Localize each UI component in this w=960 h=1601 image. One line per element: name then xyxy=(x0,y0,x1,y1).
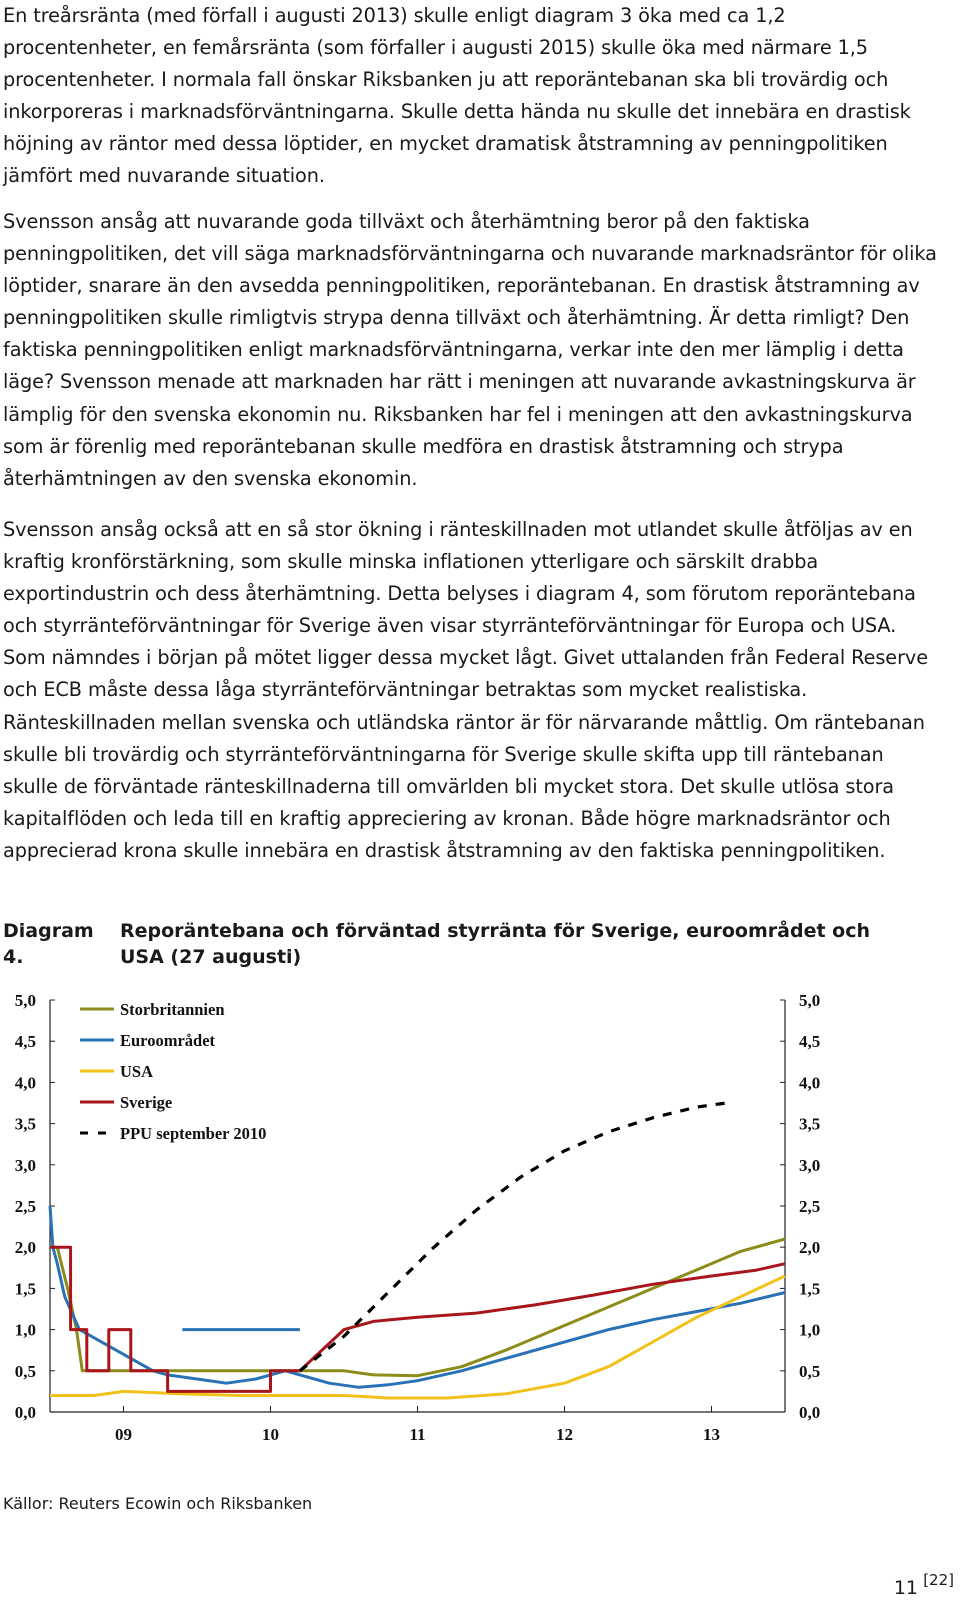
source-note: Källor: Reuters Ecowin och Riksbanken xyxy=(3,1494,313,1513)
y-tick-label-left: 2,0 xyxy=(14,1238,36,1258)
x-tick-label: 09 xyxy=(115,1425,132,1444)
series-line xyxy=(50,1239,785,1376)
y-tick-label-left: 5,0 xyxy=(14,991,36,1010)
x-tick-label: 12 xyxy=(556,1425,573,1444)
y-tick-label-left: 4,0 xyxy=(14,1073,36,1093)
y-tick-label-right: 1,5 xyxy=(799,1279,821,1299)
y-tick-label-left: 2,5 xyxy=(14,1197,36,1216)
legend-label: Sverige xyxy=(120,1093,173,1112)
y-tick-label-right: 2,0 xyxy=(799,1238,821,1258)
page-reference: [22] xyxy=(923,1571,954,1589)
body-paragraph-2: Svensson ansåg att nuvarande goda tillväxt och återhämtning beror på den faktiska penningpolitiken, det vill säga marknadsförväntningarna och nuvarande marknadsräntor för olika löptider, snarare än den avsedda penningpolitiken, reporäntebanan. En drastisk åtstramning av penningpolitiken skulle rimligtvis strypa denna tillväxt och återhämtning. Är detta rimligt? Den faktiska penningpolitiken enligt marknadsförväntningarna, verkar inte den mer lämplig i detta läge? Svensson menade att marknaden har rätt i meningen att nuvarande avkastningskurva är lämplig för den svenska ekonomin nu. Riksbanken har fel i meningen att den avkastningskurva som är förenlig med reporäntebanan skulle medföra en drastisk åtstramning och strypa återhämtningen av den svenska ekonomin. xyxy=(3,210,937,490)
y-tick-label-right: 4,5 xyxy=(799,1032,821,1052)
figure-number: Diagram 4. xyxy=(3,920,94,968)
y-tick-label-right: 1,0 xyxy=(799,1320,821,1340)
x-tick-label: 13 xyxy=(703,1425,720,1444)
legend-label: USA xyxy=(120,1062,154,1081)
figure-title: Reporäntebana och förväntad styrränta för Sverige, euroområdet och USA (27 augusti) xyxy=(120,920,870,968)
y-tick-label-left: 1,0 xyxy=(14,1320,36,1340)
legend-label: Storbritannien xyxy=(120,1000,225,1019)
legend-label: Euroområdet xyxy=(120,1031,216,1050)
x-tick-label: 10 xyxy=(262,1425,279,1444)
y-tick-label-left: 4,5 xyxy=(14,1032,36,1052)
y-tick-label-right: 4,0 xyxy=(799,1073,821,1093)
y-tick-label-right: 3,5 xyxy=(799,1114,821,1134)
y-tick-label-right: 0,5 xyxy=(799,1361,821,1381)
series-line xyxy=(50,1206,785,1387)
y-tick-label-left: 1,5 xyxy=(14,1279,36,1299)
y-tick-label-left: 3,0 xyxy=(14,1155,36,1175)
y-tick-label-left: 3,5 xyxy=(14,1114,36,1134)
policy-rate-chart xyxy=(0,990,960,1470)
figure-caption xyxy=(3,918,943,970)
body-paragraph-3: Svensson ansåg också att en så stor ökning i ränteskillnaden mot utlandet skulle åtföljas av en kraftig kronförstärkning, som skulle minska inflationen ytterligare och särskilt drabba exportindustrin och dess återhämtning. Detta belyses i diagram 4, som förutom reporäntebana och styrränteförväntningar för Sverige även visar styrränteförväntningar för Europa och USA. Som nämndes i början på mötet ligger dessa mycket lågt. Givet uttalanden från Federal Reserve och ECB måste dessa låga styrränteförväntningar betraktas som mycket realistiska. Ränteskillnaden mellan svenska och utländska räntor är för närvarande måttlig. Om räntebanan skulle bli trovärdig och styrränteförväntningarna för Sverige skulle skifta upp till räntebanan skulle de förväntade ränteskillnaderna till omvärlden bli mycket stora. Det skulle utlösa stora kapitalflöden och leda till en kraftig appreciering av kronan. Både högre marknadsräntor och apprecierad krona skulle innebära en drastisk åtstramning av den faktiska penningpolitiken. xyxy=(3,518,928,862)
y-tick-label-right: 2,5 xyxy=(799,1197,821,1216)
y-tick-label-right: 5,0 xyxy=(799,991,821,1010)
x-tick-label: 11 xyxy=(409,1425,426,1444)
series-line xyxy=(300,1103,726,1371)
page-number: 11 xyxy=(893,1577,918,1599)
legend-label: PPU september 2010 xyxy=(120,1124,267,1143)
series-line xyxy=(50,1247,785,1391)
y-tick-label-right: 3,0 xyxy=(799,1155,821,1175)
body-paragraph-1: En treårsränta (med förfall i augusti 2013) skulle enligt diagram 3 öka med ca 1,2 procentenheter, en femårsränta (som förfaller i augusti 2015) skulle öka med närmare 1,5 procentenheter. I normala fall önskar Riksbanken ju att reporäntebanan ska bli trovärdig och inkorporeras i marknadsförväntningarna. Skulle detta hända nu skulle det innebära en drastisk höjning av räntor med dessa löptider, en mycket dramatisk åtstramning av penningpolitiken jämfört med nuvarande situation. xyxy=(3,4,911,188)
y-tick-label-left: 0,0 xyxy=(14,1403,36,1422)
y-tick-label-right: 0,0 xyxy=(799,1403,821,1422)
y-tick-label-left: 0,5 xyxy=(14,1361,36,1381)
